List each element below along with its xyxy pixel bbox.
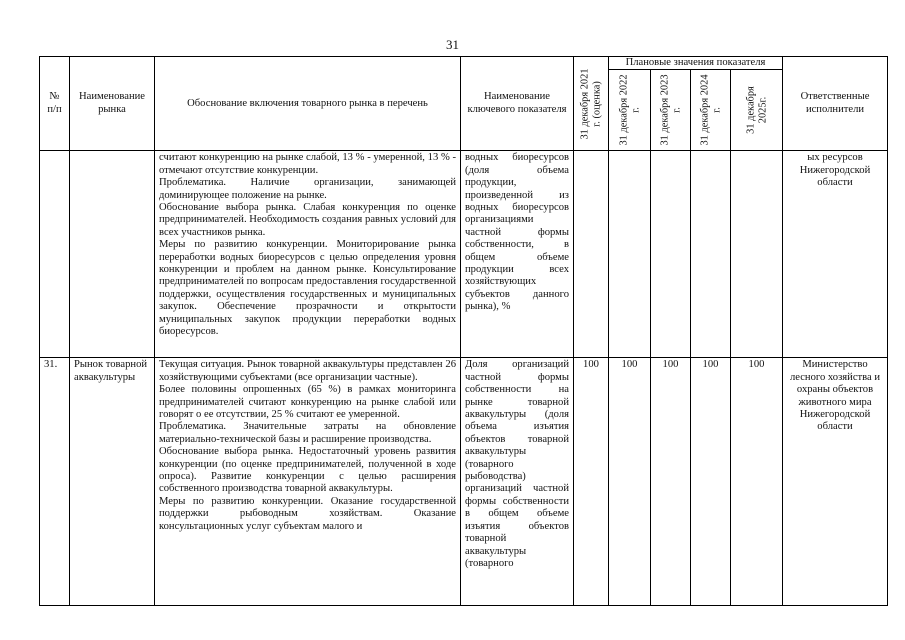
header-2024 (691, 70, 731, 151)
header-2022-text: 31 декабря 2022 г. (618, 74, 641, 146)
header-reason: Обоснование включения товарного рынка в перечень (155, 57, 461, 151)
reason-paragraph: Обоснование выбора рынка. Недостаточный уровень развития конкуренции (по оценке предпринимателей, полученной в ходе опроса). Развитие конкуренции с целью расширения собственного производства товарной аквакультуры. (159, 446, 456, 495)
header-2025 (731, 70, 783, 151)
table-row (40, 358, 888, 606)
reason-paragraph: Проблематика. Значительные затраты на обновление материально-технической базы и расширение производства. (159, 421, 456, 445)
reason-paragraph: Текущая ситуация. Рынок товарной аквакультуры представлен 26 хозяйствующими субъектами (все организации частные). (159, 359, 456, 383)
value-2023: 100 (651, 358, 691, 606)
reason-paragraph: Меры по развитию конкуренции. Оказание государственной поддержки рыбоводным хозяйствам. Оказание консультационных услуг субъектам малого и (159, 495, 456, 532)
header-2021 (574, 57, 609, 151)
row-reason (155, 151, 461, 358)
value-2022 (609, 151, 651, 358)
page-number: 31 (446, 37, 459, 52)
reason-paragraph: Обоснование выбора рынка. Слабая конкуренция по оценке предпринимателей. Необходимость создания равных условий для всех участников рынка. (159, 202, 456, 238)
row-market: Рынок товарной аквакультуры (70, 358, 155, 606)
row-market (70, 151, 155, 358)
value-2023 (651, 151, 691, 358)
market-table (39, 56, 888, 606)
header-plan-group: Плановые значения показателя (609, 57, 783, 70)
header-2025-text: 31 декабря 2025г. (745, 86, 768, 135)
header-2023 (651, 70, 691, 151)
header-2021-text: 31 декабря 2021 г. (оценка) (579, 68, 602, 140)
row-reason (155, 358, 461, 606)
row-num: 31. (40, 358, 70, 606)
row-responsible: ых ресурсов Нижегородской области (783, 151, 888, 358)
reason-paragraph: Более половины опрошенных (65 %) в рамках мониторинга предпринимателей считают конкуренцию на рынке слабой или говорят о ее отсутствии, 25 % считают ее умеренной. (159, 384, 456, 421)
row-responsible: Министерство лесного хозяйства и охраны объектов животного мира Нижегородской области (783, 358, 888, 606)
header-2022 (609, 70, 651, 151)
reason-paragraph: считают конкуренцию на рынке слабой, 13 % - умеренной, 13 % - отмечают отсутствие конкуренции. (159, 152, 456, 176)
header-responsible: Ответственные исполнители (783, 57, 888, 151)
header-2023-text: 31 декабря 2023 г. (659, 74, 682, 146)
value-2024 (691, 151, 731, 358)
row-num (40, 151, 70, 358)
value-2024: 100 (691, 358, 731, 606)
header-num: № п/п (40, 57, 70, 151)
reason-paragraph: Проблематика. Наличие организации, занимающей доминирующее положение на рынке. (159, 177, 456, 201)
value-2021 (574, 151, 609, 358)
table-row (40, 151, 888, 358)
header-2024-text: 31 декабря 2024 г. (699, 74, 722, 146)
value-2025 (731, 151, 783, 358)
value-2022: 100 (609, 358, 651, 606)
row-indicator: водных биоресурсов (доля объема продукции, произведенной из водных биоресурсов организациями частной формы собственности, в общем объеме продукции всех хозяйствующих субъектов данного рынка), % (461, 151, 574, 358)
value-2025: 100 (731, 358, 783, 606)
header-market: Наименование рынка (70, 57, 155, 151)
value-2021: 100 (574, 358, 609, 606)
row-indicator: Доля организаций частной формы собственности на рынке товарной аквакультуры (доля объема изъятия объектов товарной аквакультуры (товарного рыбоводства) организаций частной формы собственности в общем объеме изъятия объектов товарной аквакультуры (товарного (461, 358, 574, 606)
reason-paragraph: Меры по развитию конкуренции. Мониторирование рынка переработки водных биоресурсов с целью определения уровня конкуренции и проблем на данном рынке. Консультирование предпринимателей по вопросам предоставления государственной поддержки, осуществления государственных и муниципальных закупок. Обеспечение прозрачности и открытости муниципальных закупок продукции переработки водных биоресурсов. (159, 239, 456, 338)
header-indicator: Наименование ключевого показателя (461, 57, 574, 151)
